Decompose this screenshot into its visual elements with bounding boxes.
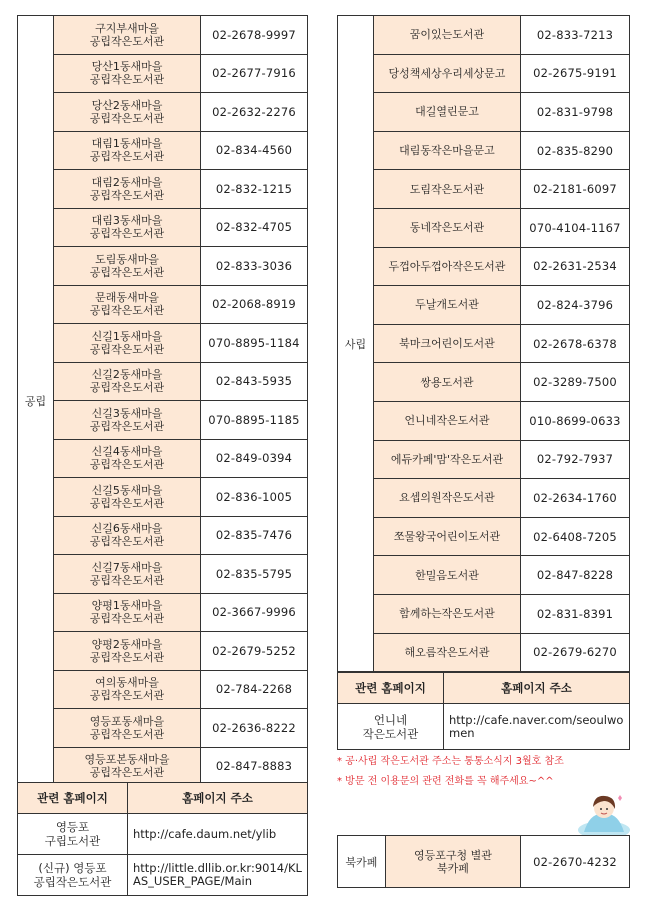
library-row [18, 16, 308, 55]
library-name [54, 170, 201, 209]
library-phone: 02-847-8883 [201, 747, 308, 786]
library-row [18, 478, 308, 517]
library-phone: 02-2679-5252 [201, 632, 308, 671]
library-name [54, 362, 201, 401]
bookcafe-category: 북카페 [338, 836, 386, 888]
library-phone: 070-8895-1185 [201, 401, 308, 440]
library-phone: 02-847-8228 [521, 556, 630, 595]
library-name [54, 478, 201, 517]
library-name-text: 두날개도서관 [415, 298, 479, 312]
library-name-text: 언니네작은도서관 [404, 414, 490, 428]
library-row [18, 54, 308, 93]
library-name [374, 556, 521, 595]
library-phone: 02-835-5795 [201, 555, 308, 594]
library-name [374, 170, 521, 209]
library-name [374, 131, 521, 170]
library-name-text: 요셉의원작은도서관 [399, 491, 495, 505]
library-row [338, 556, 630, 595]
library-row [338, 440, 630, 479]
library-name-text: 해오름작은도서관 [404, 645, 490, 659]
library-name-text: 신길6동새마을 공립작은도서관 [89, 522, 165, 549]
bookcafe-table [337, 835, 630, 888]
library-name-text: 한밀음도서관 [415, 568, 479, 582]
library-name-text: 신길7동새마을 공립작은도서관 [89, 560, 165, 587]
library-phone: 010-8699-0633 [521, 401, 630, 440]
library-name [54, 54, 201, 93]
library-row [338, 363, 630, 402]
library-phone: 02-832-1215 [201, 170, 308, 209]
library-name-text: 신길1동새마을 공립작은도서관 [89, 329, 165, 356]
homepage-name-text: 언니네 작은도서관 [362, 712, 419, 741]
left-homepage-header [18, 783, 308, 814]
note-call-ahead: * 방문 전 이용문의 관련 전화를 꼭 해주세요~^^ [337, 776, 554, 787]
library-phone: 02-2679-6270 [521, 633, 630, 672]
bookcafe-phone: 02-2670-4232 [521, 836, 630, 888]
library-phone: 02-835-8290 [521, 131, 630, 170]
library-phone: 02-2181-6097 [521, 170, 630, 209]
library-row [338, 479, 630, 518]
library-phone: 02-2068-8919 [201, 285, 308, 324]
library-phone: 02-833-3036 [201, 247, 308, 286]
library-phone: 02-824-3796 [521, 286, 630, 325]
library-phone: 02-849-0394 [201, 439, 308, 478]
library-row [18, 401, 308, 440]
library-row [338, 247, 630, 286]
homepage-name-header: 관련 홈페이지 [338, 673, 444, 704]
library-row [18, 747, 308, 786]
library-row [18, 170, 308, 209]
library-row [18, 247, 308, 286]
library-name [54, 670, 201, 709]
bookcafe-name [386, 836, 521, 888]
private-library-table [337, 15, 630, 672]
left-homepage-table [17, 782, 308, 896]
library-row [18, 131, 308, 170]
library-phone: 02-2678-6378 [521, 324, 630, 363]
library-name [374, 479, 521, 518]
notes [337, 752, 637, 792]
homepage-url-header: 홈페이지 주소 [444, 673, 630, 704]
library-name [54, 401, 201, 440]
library-row [18, 593, 308, 632]
library-name [54, 324, 201, 363]
library-name [374, 324, 521, 363]
bookcafe-row [338, 836, 630, 888]
public-library-table [17, 15, 308, 786]
library-name [54, 439, 201, 478]
homepage-url-link[interactable]: http://cafe.naver.com/seoulwomen [444, 704, 630, 750]
homepage-url-link[interactable]: http://little.dllib.or.kr:9014/KLAS_USER_PAGE/Main [128, 855, 308, 896]
library-row [338, 170, 630, 209]
library-phone: 02-831-8391 [521, 594, 630, 633]
library-phone: 02-2632-2276 [201, 93, 308, 132]
library-row [18, 208, 308, 247]
library-phone: 02-2675-9191 [521, 54, 630, 93]
library-name [374, 517, 521, 556]
library-phone: 02-834-4560 [201, 131, 308, 170]
library-name-text: 쌍용도서관 [420, 375, 474, 389]
library-name-text: 쪼물왕국어린이도서관 [393, 530, 501, 544]
library-row [18, 632, 308, 671]
library-name-text: 당산1동새마을 공립작은도서관 [89, 60, 165, 87]
library-name-text: 신길5동새마을 공립작은도서관 [89, 483, 165, 510]
library-name [374, 208, 521, 247]
library-name [374, 93, 521, 132]
library-row [338, 517, 630, 556]
library-row [338, 208, 630, 247]
homepage-url-link[interactable]: http://cafe.daum.net/ylib [128, 814, 308, 855]
library-phone: 070-4104-1167 [521, 208, 630, 247]
library-name [374, 16, 521, 55]
library-name-text: 여의동새마을 공립작은도서관 [89, 676, 165, 703]
library-name-text: 영등포동새마을 공립작은도서관 [89, 714, 165, 741]
library-name-text: 에듀카페'맘'작은도서관 [390, 452, 504, 466]
library-name-text: 꿈이있는도서관 [409, 28, 485, 42]
library-row [18, 93, 308, 132]
library-name-text: 함께하는작은도서관 [399, 607, 495, 621]
homepage-name [338, 704, 444, 750]
homepage-row [18, 855, 308, 896]
library-row [18, 555, 308, 594]
library-phone: 02-2634-1760 [521, 479, 630, 518]
library-name-text: 당산2동새마을 공립작은도서관 [89, 98, 165, 125]
library-name-text: 신길4동새마을 공립작은도서관 [89, 445, 165, 472]
library-phone: 02-6408-7205 [521, 517, 630, 556]
library-row [18, 439, 308, 478]
library-phone: 02-833-7213 [521, 16, 630, 55]
library-name [54, 555, 201, 594]
library-name [54, 593, 201, 632]
library-phone: 02-836-1005 [201, 478, 308, 517]
library-name [374, 401, 521, 440]
note-address: * 공·사립 작은도서관 주소는 통통소식지 3월호 참조 [337, 756, 564, 767]
private-library-rows [338, 16, 630, 672]
library-name [54, 285, 201, 324]
library-row [338, 633, 630, 672]
library-name [54, 208, 201, 247]
library-phone: 02-2631-2534 [521, 247, 630, 286]
library-row [338, 131, 630, 170]
library-name-text: 구지부새마을 공립작은도서관 [89, 21, 165, 48]
public-category-label: 공립 [18, 16, 54, 786]
library-row [18, 324, 308, 363]
library-name [54, 747, 201, 786]
library-phone: 02-2677-7916 [201, 54, 308, 93]
library-name [374, 363, 521, 402]
library-name-text: 양평1동새마을 공립작은도서관 [89, 599, 165, 626]
library-name [374, 247, 521, 286]
library-row [18, 516, 308, 555]
library-name-text: 대림3동새마을 공립작은도서관 [89, 214, 165, 241]
homepage-url-header: 홈페이지 주소 [128, 783, 308, 814]
homepage-name-header: 관련 홈페이지 [18, 783, 128, 814]
homepage-row [338, 704, 630, 750]
homepage-name-text: (신규) 영등포 공립작은도서관 [33, 861, 112, 889]
library-name [54, 247, 201, 286]
right-homepage-header [338, 673, 630, 704]
library-phone: 02-2678-9997 [201, 16, 308, 55]
library-phone: 02-832-4705 [201, 208, 308, 247]
library-name-text: 대림동작은마을문고 [399, 144, 495, 158]
bookcafe-name-text: 영등포구청 별관 북카페 [414, 848, 492, 875]
library-name [54, 632, 201, 671]
library-row [338, 594, 630, 633]
library-name-text: 대림2동새마을 공립작은도서관 [89, 175, 165, 202]
library-phone: 02-831-9798 [521, 93, 630, 132]
library-phone: 02-3289-7500 [521, 363, 630, 402]
homepage-name [18, 814, 128, 855]
library-phone: 02-843-5935 [201, 362, 308, 401]
library-row [18, 362, 308, 401]
library-name-text: 대길열린문고 [415, 105, 479, 119]
library-name [54, 93, 201, 132]
library-name-text: 당성책세상우리세상문고 [388, 66, 506, 80]
library-row [18, 285, 308, 324]
library-name [374, 594, 521, 633]
public-library-rows [18, 16, 308, 786]
library-phone: 070-8895-1184 [201, 324, 308, 363]
right-homepage-table [337, 672, 630, 750]
library-name [374, 440, 521, 479]
library-name [54, 131, 201, 170]
library-name-text: 문래동새마을 공립작은도서관 [89, 291, 165, 318]
library-phone: 02-3667-9996 [201, 593, 308, 632]
library-phone: 02-792-7937 [521, 440, 630, 479]
library-name-text: 도림작은도서관 [409, 182, 485, 196]
library-name-text: 양평2동새마을 공립작은도서관 [89, 637, 165, 664]
library-row [18, 670, 308, 709]
library-name-text: 대림1동새마을 공립작은도서관 [89, 137, 165, 164]
library-name-text: 동네작은도서관 [409, 221, 485, 235]
mascot-illustration [574, 792, 632, 840]
library-name [374, 286, 521, 325]
library-row [338, 286, 630, 325]
library-name [54, 709, 201, 748]
homepage-name [18, 855, 128, 896]
library-name [374, 633, 521, 672]
library-name-text: 신길3동새마을 공립작은도서관 [89, 406, 165, 433]
library-name-text: 영등포본동새마을 공립작은도서관 [84, 753, 170, 780]
homepage-name-text: 영등포 구립도서관 [44, 820, 101, 848]
library-row [338, 324, 630, 363]
library-name-text: 도림동새마을 공립작은도서관 [89, 252, 165, 279]
library-row [338, 54, 630, 93]
library-row [338, 16, 630, 55]
library-name-text: 북마크어린이도서관 [399, 337, 495, 351]
library-name [54, 516, 201, 555]
library-row [338, 93, 630, 132]
library-row [338, 401, 630, 440]
library-name [374, 54, 521, 93]
library-phone: 02-784-2268 [201, 670, 308, 709]
library-phone: 02-835-7476 [201, 516, 308, 555]
library-name [54, 16, 201, 55]
homepage-row [18, 814, 308, 855]
library-row [18, 709, 308, 748]
library-phone: 02-2636-8222 [201, 709, 308, 748]
library-name-text: 두껍아두껍아작은도서관 [388, 259, 506, 273]
private-category-label: 사립 [338, 16, 374, 672]
library-name-text: 신길2동새마을 공립작은도서관 [89, 368, 165, 395]
